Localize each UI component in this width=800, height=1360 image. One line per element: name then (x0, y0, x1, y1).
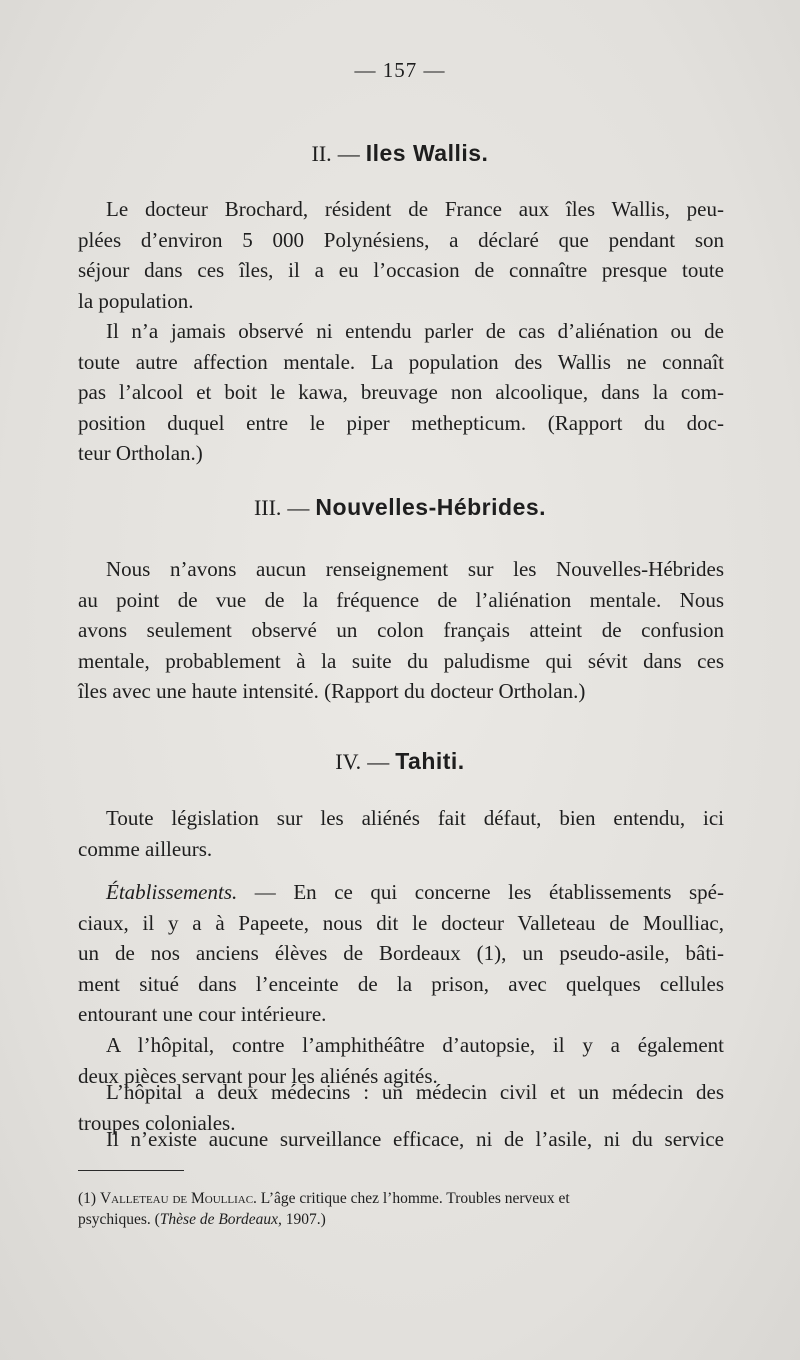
paragraph (78, 194, 724, 316)
section-heading-nouvelles-hebrides: III. — Nouvelles-Hébrides. (253, 494, 547, 520)
paragraph (78, 316, 724, 469)
section-number: II. (311, 141, 332, 166)
footnote-text: psychiques. ( (78, 1211, 160, 1228)
text-line (78, 877, 724, 908)
text-line: îles avec une haute intensité. (Rapport du docteur Ortholan.) (78, 679, 586, 703)
section-title: Nouvelles-Hébrides. (315, 494, 547, 520)
paragraph (78, 554, 724, 707)
run-in-heading: Établissements. (106, 880, 238, 904)
text-line: un de nos anciens élèves de Bordeaux (1), un pseudo-asile, bâti- (78, 941, 724, 965)
paragraph (78, 803, 724, 864)
text-line: avons seulement observé un colon français atteint de confusion (78, 618, 724, 642)
text-line: entourant une cour intérieure. (78, 1002, 327, 1026)
page-number: — 157 — (354, 58, 446, 82)
text-line: A l’hôpital, contre l’amphithéâtre d’autopsie, il y a également (106, 1033, 724, 1057)
section-heading-tahiti: IV. — Tahiti. (335, 748, 465, 774)
text-line: ciaux, il y a à Papeete, nous dit le docteur Valleteau de Moulliac, (78, 910, 724, 935)
text-line: Le docteur Brochard, résident de France aux îles Wallis, peu- (106, 197, 724, 221)
section-title: Tahiti. (395, 748, 465, 774)
text-run: — En ce qui concerne les établissements spé- (237, 880, 724, 904)
text-line: ment situé dans l’enceinte de la prison, avec quelques cellules (78, 971, 724, 996)
footnote-rule (78, 1170, 184, 1171)
text-line: comme ailleurs. (78, 836, 213, 861)
text-line: Il n’existe aucune surveillance efficace, ni de l’asile, ni du service (106, 1127, 724, 1151)
text-line: teur Ortholan.) (78, 441, 203, 465)
section-title: Iles Wallis. (365, 140, 489, 166)
text-line: Nous n’avons aucun renseignement sur les Nouvelles-Hébrides (106, 557, 724, 581)
text-line: pas l’alcool et boit le kawa, breuvage non alcoolique, dans la com- (78, 380, 724, 404)
section-number: III. (253, 495, 282, 520)
text-line: position duquel entre le piper methepticum. (Rapport du doc- (78, 410, 724, 435)
text-line: toute autre affection mentale. La population des Wallis ne connaît (78, 349, 724, 374)
footnote-line (78, 1188, 724, 1209)
text-line: Toute législation sur les aliénés fait défaut, bien entendu, ici (106, 806, 724, 830)
text-line: la population. (78, 288, 194, 313)
text-line: L’hôpital a deux médecins : un médecin civil et un médecin des (106, 1080, 724, 1104)
footnote (78, 1188, 724, 1230)
text-line: séjour dans ces îles, il a eu l’occasion de connaître presque toute (78, 258, 724, 282)
text-line: Il n’a jamais observé ni entendu parler de cas d’aliénation ou de (106, 319, 724, 343)
footnote-marker: (1) (78, 1190, 97, 1207)
footnote-author: Valleteau de Moulliac. (99, 1190, 257, 1207)
section-heading-wallis: II. — Iles Wallis. (311, 140, 489, 166)
footnote-source: Thèse de Bordeaux, (159, 1211, 282, 1228)
footnote-line (78, 1209, 724, 1230)
section-number: IV. (335, 749, 362, 774)
paragraph (78, 877, 724, 1030)
text-line: deux pièces servant pour les aliénés agités. (78, 1063, 438, 1088)
text-line: plées d’environ 5 000 Polynésiens, a déclaré que pendant son (78, 227, 724, 252)
footnote-year: 1907.) (281, 1211, 326, 1228)
text-line: au point de vue de la fréquence de l’aliénation mentale. Nous (78, 587, 724, 612)
paragraph (78, 1124, 724, 1155)
text-line: mentale, probablement à la suite du paludisme qui sévit dans ces (78, 648, 724, 673)
text-line: troupes coloniales. (78, 1110, 236, 1135)
footnote-text: L’âge critique chez l’homme. Troubles nerveux et (260, 1190, 570, 1207)
